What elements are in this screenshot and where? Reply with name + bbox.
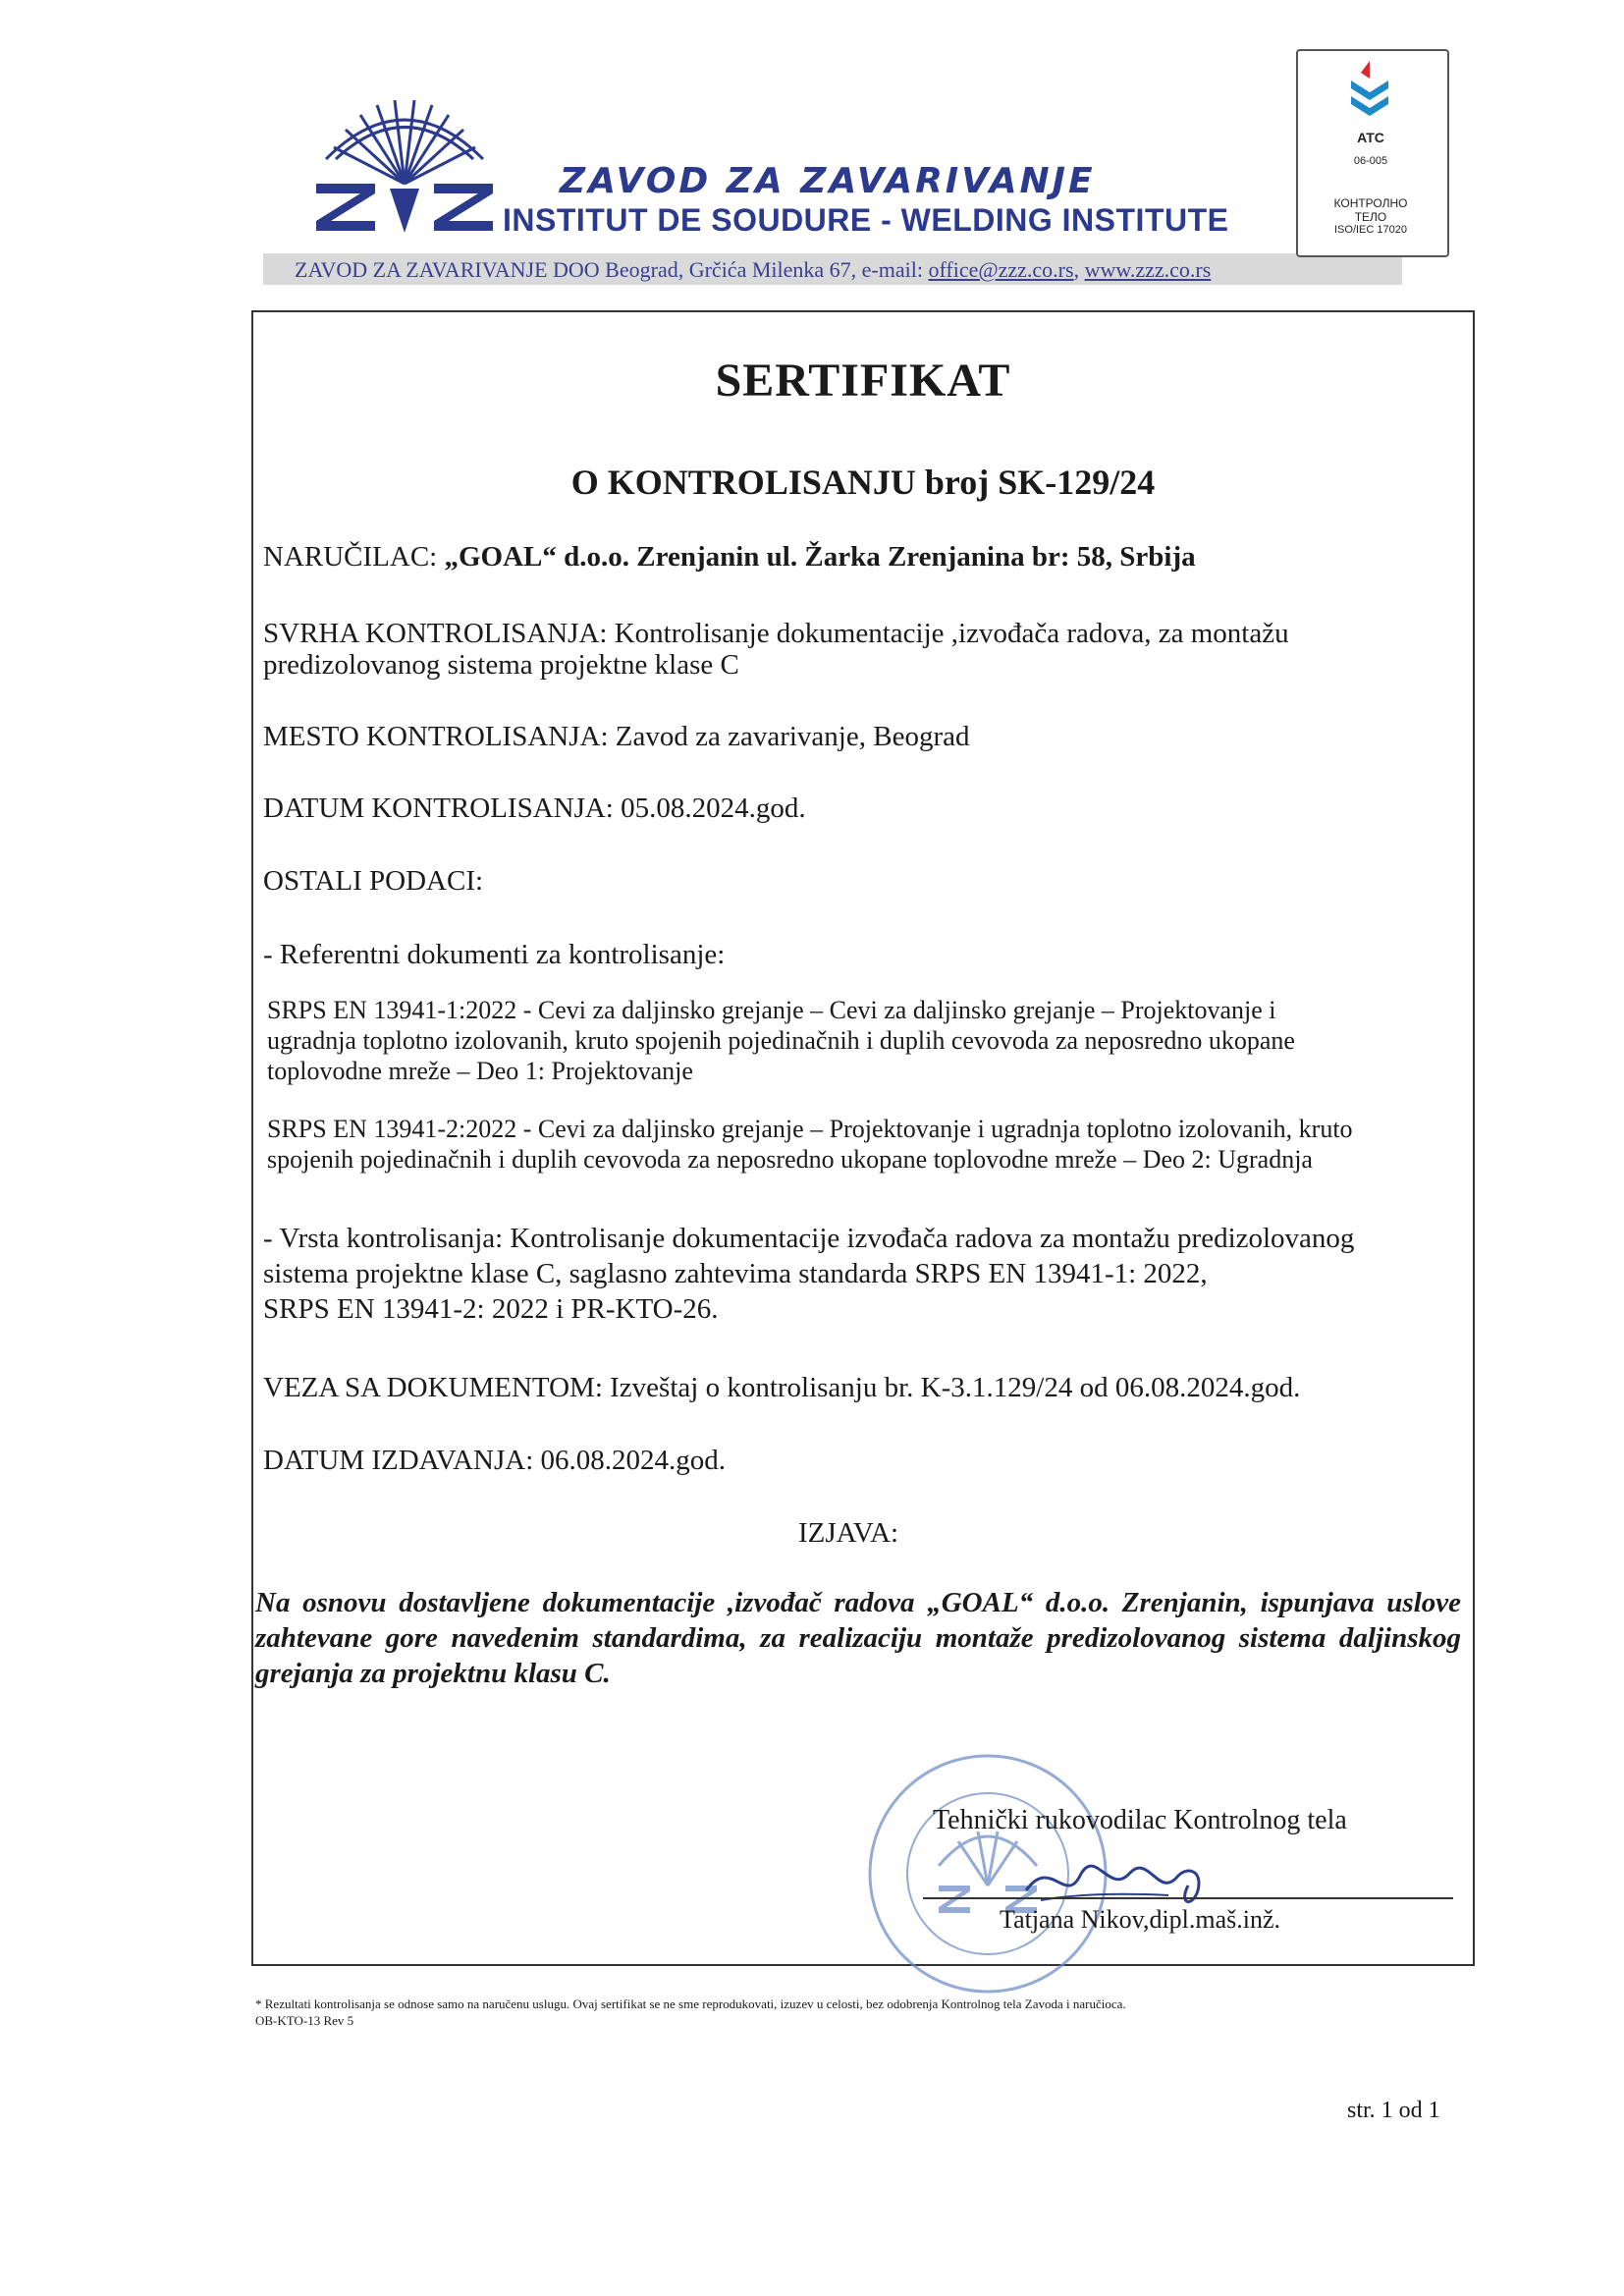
standard2-line2: spojenih pojedinačnih i duplih cevovoda za neposredno ukopane toplovodne mreže – Deo 2: Ugradnja (267, 1145, 1313, 1174)
other-data-label: OSTALI PODACI: (263, 865, 484, 897)
atc-logo-icon (1345, 59, 1394, 128)
signature-line (923, 1897, 1453, 1899)
standard1-line2: ugradnja toplotno izolovanih, kruto spojenih pojedinačnih i duplih cevovoda za neposredno ukopane (267, 1026, 1295, 1055)
footnote: * Rezultati kontrolisanja se odnose samo na naručenu uslugu. Ovaj sertifikat se ne sme reprodukovati, izuzev u celosti, bez odobrenja Kontrolnog tela Zavoda i naručioca. (255, 1996, 1126, 2011)
form-code: OB-KTO-13 Rev 5 (255, 2013, 354, 2028)
control-date-field: DATUM KONTROLISANJA: 05.08.2024.god. (263, 793, 806, 824)
statement-label: IZJAVA: (798, 1517, 899, 1549)
certificate-title: SERTIFIKAT (715, 355, 1011, 407)
statement-text: Na osnovu dostavljene dokumentacije ,izvođač radova „GOAL“ d.o.o. Zrenjanin, ispunjava uslove zahtevane gore navedenim standardima, za realizaciju montaže predizolovanog sistema daljinskog grejanja za projektnu klasu C. (255, 1587, 1461, 1689)
issue-date-field: DATUM IZDAVANJA: 06.08.2024.god. (263, 1445, 727, 1476)
address-line: ZAVOD ZA ZAVARIVANJE DOO Beograd, Grčića Milenka 67, e-mail: office@zzz.co.rs, www.zzz.co.rs (295, 257, 1212, 282)
standard2-line1: SRPS EN 13941-2:2022 - Cevi za daljinsko grejanje – Projektovanje i ugradnja toplotno izolovanih, kruto (267, 1115, 1353, 1143)
atc-line1: КОНТРОЛНО (1333, 196, 1408, 210)
purpose-field-line2: predizolovanog sistema projektne klase C (263, 649, 739, 681)
atc-line3: ISO/IEC 17020 (1334, 224, 1407, 236)
place-field: MESTO KONTROLISANJA: Zavod za zavarivanje, Beograd (263, 721, 970, 752)
atc-name: ATC (1357, 130, 1384, 145)
reference-docs-label: - Referentni dokumenti za kontrolisanje: (263, 939, 726, 970)
signatory-name: Tatjana Nikov,dipl.maš.inž. (1000, 1905, 1281, 1934)
document-link-field: VEZA SA DOKUMENTOM: Izveštaj o kontrolisanju br. K-3.1.129/24 od 06.08.2024.god. (263, 1372, 1301, 1403)
standard1-line1: SRPS EN 13941-1:2022 - Cevi za daljinsko grejanje – Cevi za daljinsko grejanje – Projektovanje i (267, 996, 1276, 1024)
website-link[interactable]: www.zzz.co.rs (1084, 257, 1212, 282)
standard1-line3: toplovodne mreže – Deo 1: Projektovanje (267, 1057, 693, 1085)
control-type-line2: sistema projektne klase C, saglasno zahtevima standarda SRPS EN 13941-1: 2022, (263, 1258, 1208, 1289)
page-number: str. 1 od 1 (1347, 2098, 1440, 2123)
atc-line2: ТЕЛО (1354, 210, 1387, 224)
org-name: ZAVOD ZA ZAVARIVANJE (560, 161, 1096, 201)
signatory-role: Tehnički rukovodilac Kontrolnog tela (933, 1805, 1347, 1835)
purpose-field: SVRHA KONTROLISANJA: Kontrolisanje dokumentacije ,izvođača radova, za montažu (263, 618, 1289, 649)
institute-logo (306, 90, 503, 238)
org-subtitle: INSTITUT DE SOUDURE - WELDING INSTITUTE (503, 202, 1229, 238)
client-field: NARUČILAC: „GOAL“ d.o.o. Zrenjanin ul. Žarka Zrenjanina br: 58, Srbija (263, 541, 1196, 573)
atc-code: 06-005 (1353, 155, 1388, 167)
client-value: „GOAL“ d.o.o. Zrenjanin ul. Žarka Zrenjanina br: 58, Srbija (444, 541, 1196, 573)
control-type-line1: - Vrsta kontrolisanja: Kontrolisanje dokumentacije izvođača radova za montažu predizolovanog (263, 1223, 1355, 1254)
certificate-number: O KONTROLISANJU broj SK-129/24 (570, 463, 1156, 502)
control-type-line3: SRPS EN 13941-2: 2022 i PR-KTO-26. (263, 1293, 719, 1325)
email-link[interactable]: office@zzz.co.rs (928, 257, 1074, 282)
